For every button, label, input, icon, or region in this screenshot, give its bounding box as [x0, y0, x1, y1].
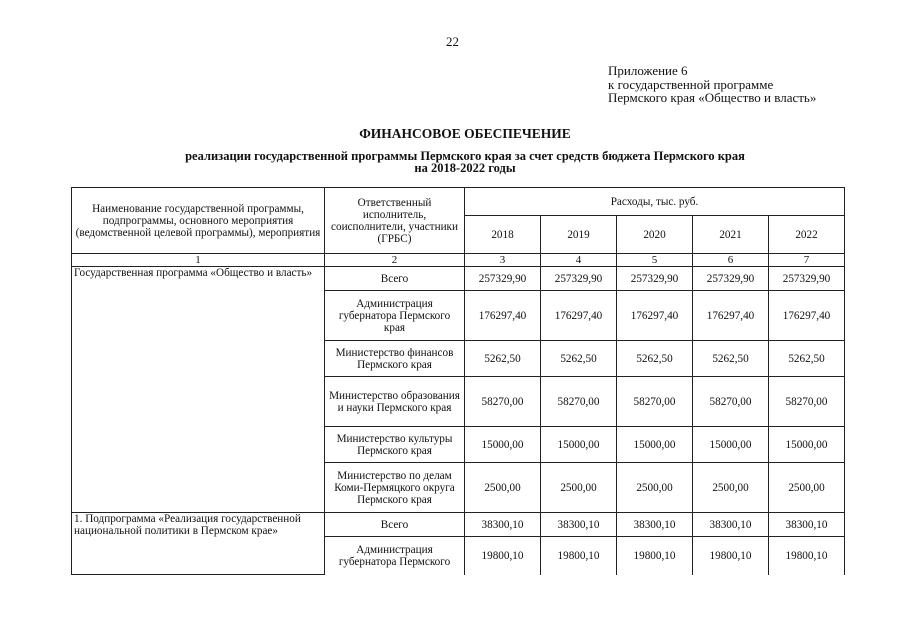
value-cell: 2500,00	[541, 463, 617, 513]
value-cell: 19800,10	[541, 537, 617, 575]
document-title: ФИНАНСОВОЕ ОБЕСПЕЧЕНИЕ	[359, 126, 571, 141]
value-cell: 2500,00	[465, 463, 541, 513]
column-number: 4	[541, 254, 617, 267]
header-name: Наименование государственной программы, подпрограммы, основного мероприятия (ведомственной целевой программы), мероприятия	[72, 188, 325, 254]
value-cell: 15000,00	[617, 427, 693, 463]
value-cell: 38300,10	[541, 513, 617, 537]
header-row	[72, 188, 845, 216]
value-cell: 19800,10	[465, 537, 541, 575]
value-cell: 257329,90	[693, 267, 769, 291]
value-cell: 2500,00	[617, 463, 693, 513]
table-row	[72, 267, 845, 291]
subtitle-line: реализации государственной программы Пермского края за счет средств бюджета Пермского края	[185, 149, 745, 163]
header-year: 2019	[541, 216, 617, 254]
value-cell: 58270,00	[693, 377, 769, 427]
value-cell: 15000,00	[769, 427, 845, 463]
column-number: 6	[693, 254, 769, 267]
value-cell: 5262,50	[769, 341, 845, 377]
appendix-note	[608, 64, 816, 105]
subprogram-name: 1. Подпрограмма «Реализация государственной национальной политики в Пермском крае»	[72, 513, 325, 575]
value-cell: 58270,00	[541, 377, 617, 427]
executor-cell: Министерство образования и науки Пермского края	[325, 377, 465, 427]
value-cell: 257329,90	[541, 267, 617, 291]
value-cell: 19800,10	[693, 537, 769, 575]
value-cell: 176297,40	[693, 291, 769, 341]
column-number: 7	[769, 254, 845, 267]
executor-cell: Всего	[325, 267, 465, 291]
financing-table	[71, 187, 845, 575]
value-cell: 176297,40	[465, 291, 541, 341]
header-year: 2021	[693, 216, 769, 254]
appendix-line: Приложение 6	[608, 63, 688, 78]
value-cell: 19800,10	[769, 537, 845, 575]
value-cell: 15000,00	[465, 427, 541, 463]
value-cell: 58270,00	[465, 377, 541, 427]
value-cell: 5262,50	[693, 341, 769, 377]
column-numbers-row	[72, 254, 845, 267]
executor-cell: Администрация губернатора Пермского	[325, 537, 465, 575]
document-subtitle	[0, 150, 905, 174]
value-cell: 15000,00	[541, 427, 617, 463]
value-cell: 2500,00	[769, 463, 845, 513]
executor-cell: Администрация губернатора Пермского края	[325, 291, 465, 341]
value-cell: 5262,50	[617, 341, 693, 377]
value-cell: 38300,10	[617, 513, 693, 537]
appendix-line: Пермского края «Общество и власть»	[608, 90, 817, 105]
executor-cell: Министерство культуры Пермского края	[325, 427, 465, 463]
header-year: 2022	[769, 216, 845, 254]
executor-cell: Министерство по делам Коми-Пермяцкого округа Пермского края	[325, 463, 465, 513]
value-cell: 5262,50	[541, 341, 617, 377]
value-cell: 257329,90	[465, 267, 541, 291]
value-cell: 176297,40	[769, 291, 845, 341]
program-name: Государственная программа «Общество и власть»	[72, 267, 325, 513]
value-cell: 257329,90	[617, 267, 693, 291]
header-expenses: Расходы, тыс. руб.	[465, 188, 845, 216]
header-executor: Ответственный исполнитель, соисполнители, участники (ГРБС)	[325, 188, 465, 254]
header-year: 2020	[617, 216, 693, 254]
value-cell: 58270,00	[617, 377, 693, 427]
value-cell: 38300,10	[693, 513, 769, 537]
value-cell: 257329,90	[769, 267, 845, 291]
subtitle-line: на 2018-2022 годы	[414, 161, 516, 175]
appendix-line: к государственной программе	[608, 76, 774, 92]
column-number: 5	[617, 254, 693, 267]
executor-cell: Всего	[325, 513, 465, 537]
column-number: 2	[325, 254, 465, 267]
page-number: 22	[446, 34, 459, 49]
value-cell: 15000,00	[693, 427, 769, 463]
value-cell: 176297,40	[541, 291, 617, 341]
header-year: 2018	[465, 216, 541, 254]
executor-cell: Министерство финансов Пермского края	[325, 341, 465, 377]
value-cell: 19800,10	[617, 537, 693, 575]
column-number: 1	[72, 254, 325, 267]
column-number: 3	[465, 254, 541, 267]
value-cell: 38300,10	[465, 513, 541, 537]
value-cell: 2500,00	[693, 463, 769, 513]
value-cell: 5262,50	[465, 341, 541, 377]
table-row	[72, 513, 845, 537]
value-cell: 38300,10	[769, 513, 845, 537]
value-cell: 58270,00	[769, 377, 845, 427]
value-cell: 176297,40	[617, 291, 693, 341]
